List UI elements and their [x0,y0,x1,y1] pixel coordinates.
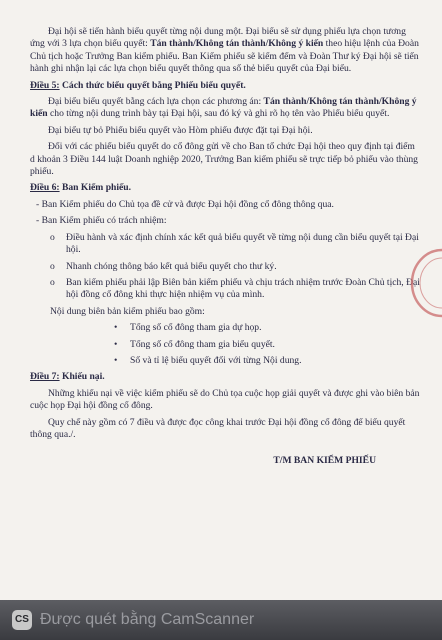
camscanner-logo-icon: CS [12,610,32,630]
circle-bullet-icon: o [50,276,55,288]
article5-p1-end: cho từng nội dung trình bày tại Đại hội, sau đó ký và ghi rõ họ tên vào Phiếu biểu quyết. [50,108,390,120]
intro-text-end: theo hiệu lệnh của Đoàn Chủ tịch hoặc Trưởng Ban kiểm phiếu. Ban Kiểm phiếu sẽ kiểm đếm và Đoàn Thư ký Đại hội sẽ tiến hành ghi nhận lại các lựa chọn biểu quyết thông qua số thẻ biểu quyết của Đại biểu. [30,38,419,75]
article6-title: Ban Kiểm phiếu. [61,182,132,194]
article7-p2: Quy chế này gồm có 7 điều và được đọc công khai trước Đại hội đồng cổ đông để biểu quyết thông qua./. [30,416,406,440]
intro-text: Đại hội sẽ tiến hành biểu quyết từng nội dung một. Đại biểu sẽ sử dụng phiếu lựa chọn tương ứng với 3 lựa chọn biểu quyết: [30,26,406,50]
content-item [30,355,420,367]
duty-text: Điều hành và xác định chính xác kết quả biểu quyết về từng nội dung cần biểu quyết tại Đại hội. [66,231,419,256]
article7-label: Điều 7: [30,371,60,383]
article6-dash-2: - Ban Kiểm phiếu có trách nhiệm: [36,215,167,227]
red-stamp-seal [402,248,442,318]
content-item [30,339,420,351]
intro-options: Tán thành/Không tán thành/Không ý kiến [150,38,324,50]
content-text: Số và tỉ lệ biểu quyết đối với từng Nội dung. [130,354,302,366]
article6-label: Điều 6: [30,182,60,194]
content-intro: Nội dung biên bản kiểm phiếu bao gồm: [50,305,205,317]
article6-heading [30,182,420,194]
content-text: Tổng số cổ đông tham gia biểu quyết. [130,338,275,350]
duty-text: Ban kiểm phiếu phải lập Biên bản kiểm phiếu và chịu trách nhiệm trước Đoàn Chủ tịch, Đại hội đồng cổ đông khi thực hiện nhiệm vụ của mình. [66,276,420,301]
duty-item [30,261,420,273]
duty-item [30,232,420,257]
article5-title: Cách thức biểu quyết bằng Phiếu biểu quyết. [61,79,246,91]
duty-item [30,277,420,302]
article7-p1: Những khiếu nại về việc kiểm phiếu sẽ do Chủ tọa cuộc họp giải quyết và được ghi vào biên bản cuộc họp Đại hội đồng cổ đông. [30,387,420,412]
article5-p2: Đại biểu tự bỏ Phiếu biểu quyết vào Hòm phiếu được đặt tại Đại hội. [48,124,313,136]
content-text: Tổng số cổ đông tham gia dự họp. [130,322,262,334]
article7-heading [30,371,420,383]
dot-bullet-icon: • [114,354,118,366]
article6-dash-1: - Ban Kiểm phiếu do Chủ tọa đề cử và được Đại hội đồng cổ đông thông qua. [36,198,334,210]
scanner-footer [0,600,442,640]
article5-label: Điều 5: [30,79,60,91]
dot-bullet-icon: • [114,338,118,350]
intro-paragraph [30,26,420,76]
article5-p1-text: Đại biểu biểu quyết bằng cách lựa chọn các phương án: [48,96,262,108]
article5-p1 [30,96,420,121]
article5-p1-options: Tán thành/Không tán thành/Không ý kiến [30,96,417,120]
duty-text: Nhanh chóng thông báo kết quả biểu quyết cho thư ký. [66,260,277,272]
article7-title: Khiếu nại. [61,371,105,383]
circle-bullet-icon: o [50,260,55,272]
article5-p3: Đối với các phiếu biểu quyết do cổ đông gửi về cho Ban tổ chức Đại hội theo quy định tại điểm d khoản 3 Điều 144 luật Doanh nghiệp 2020, Trưởng Ban kiểm phiếu sẽ trực tiếp bỏ phiếu vào thùng phiếu. [30,141,418,178]
signature-block: T/M BAN KIỂM PHIẾU [273,455,376,467]
dot-bullet-icon: • [114,322,118,334]
content-item [30,322,420,334]
scanner-watermark: Được quét bằng CamScanner [40,611,255,628]
circle-bullet-icon: o [50,231,55,243]
article5-heading [30,80,420,92]
